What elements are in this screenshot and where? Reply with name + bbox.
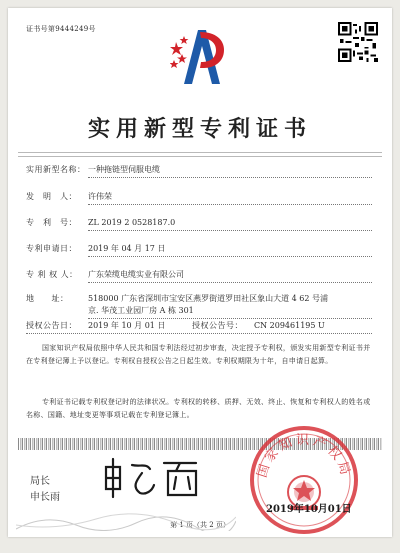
field-underline: [88, 204, 372, 205]
title-divider: [18, 152, 382, 157]
field-underline: [88, 230, 372, 231]
field-value: CN 209461195 U: [254, 321, 325, 330]
field-value: ZL 2019 2 0528187.0: [88, 218, 176, 227]
page-footer: 第 1 页（共 2 页）: [170, 521, 230, 529]
field-label: 地 址：: [26, 294, 69, 303]
field-grant-number: [192, 320, 325, 332]
field-grant-date: [26, 320, 206, 332]
field-label: 专利申请日：: [26, 244, 77, 253]
field-label: 发 明 人：: [26, 192, 77, 201]
qr-code-icon: [338, 22, 378, 62]
field-label: 专 利 权 人：: [26, 270, 78, 279]
certificate-title: 实用新型专利证书: [87, 116, 312, 142]
field-patent-number: [26, 217, 175, 229]
field-value: 广东荣缆电缆实业有限公司: [88, 270, 184, 279]
field-label: 授权公告日：: [26, 321, 77, 330]
field-patentee: [26, 269, 184, 281]
seal-date: 2019年10月01日: [266, 504, 352, 515]
field-value: 2019 年 10 月 01 日: [88, 321, 166, 330]
field-underline: [88, 318, 372, 319]
decorative-pattern: [16, 511, 236, 531]
director-signature: [98, 453, 208, 503]
field-label: 授权公告号：: [192, 321, 243, 330]
field-inventor: [26, 191, 112, 203]
field-value: 518000 广东省深圳市宝安区燕罗街道罗田社区象山大道 4 62 号浦京. 华茂工业园厂房 A 栋 301: [88, 294, 328, 315]
field-underline: [88, 256, 372, 257]
field-value: 2019 年 04 月 17 日: [88, 244, 166, 253]
field-address: [26, 293, 338, 317]
statement-paragraph: 国家知识产权局依照中华人民共和国专利法经过初步审查，决定授予专利权，颁发实用新型专利证书并在专利登记簿上予以登记。专利权自授权公告之日起生效。专利权期限为十年，自申请日起算。: [26, 344, 371, 365]
field-label: 实用新型名称：: [26, 165, 86, 174]
field-value: 许伟荣: [88, 192, 112, 201]
director-title: 局长: [30, 476, 50, 487]
field-label: 专 利 号：: [26, 218, 77, 227]
field-underline: [88, 282, 372, 283]
patent-office-emblem-icon: [170, 22, 232, 96]
certificate-page: [8, 8, 392, 537]
statement-paragraph: 专利证书记载专利权登记时的法律状况。专利权的转移、质押、无效、终止、恢复和专利权人的姓名或名称、国籍、地址变更等事项记载在专利登记簿上。: [26, 398, 371, 419]
certificate-number: 证书号第9444249号: [26, 25, 96, 33]
field-name: [26, 164, 160, 176]
field-underline: [26, 333, 372, 334]
seal-text: 国家知识产权局: [254, 433, 354, 480]
field-filing-date: [26, 243, 165, 255]
field-underline: [88, 177, 372, 178]
director-name: 申长雨: [30, 492, 60, 503]
field-value: 一种拖链型伺服电缆: [88, 165, 160, 174]
